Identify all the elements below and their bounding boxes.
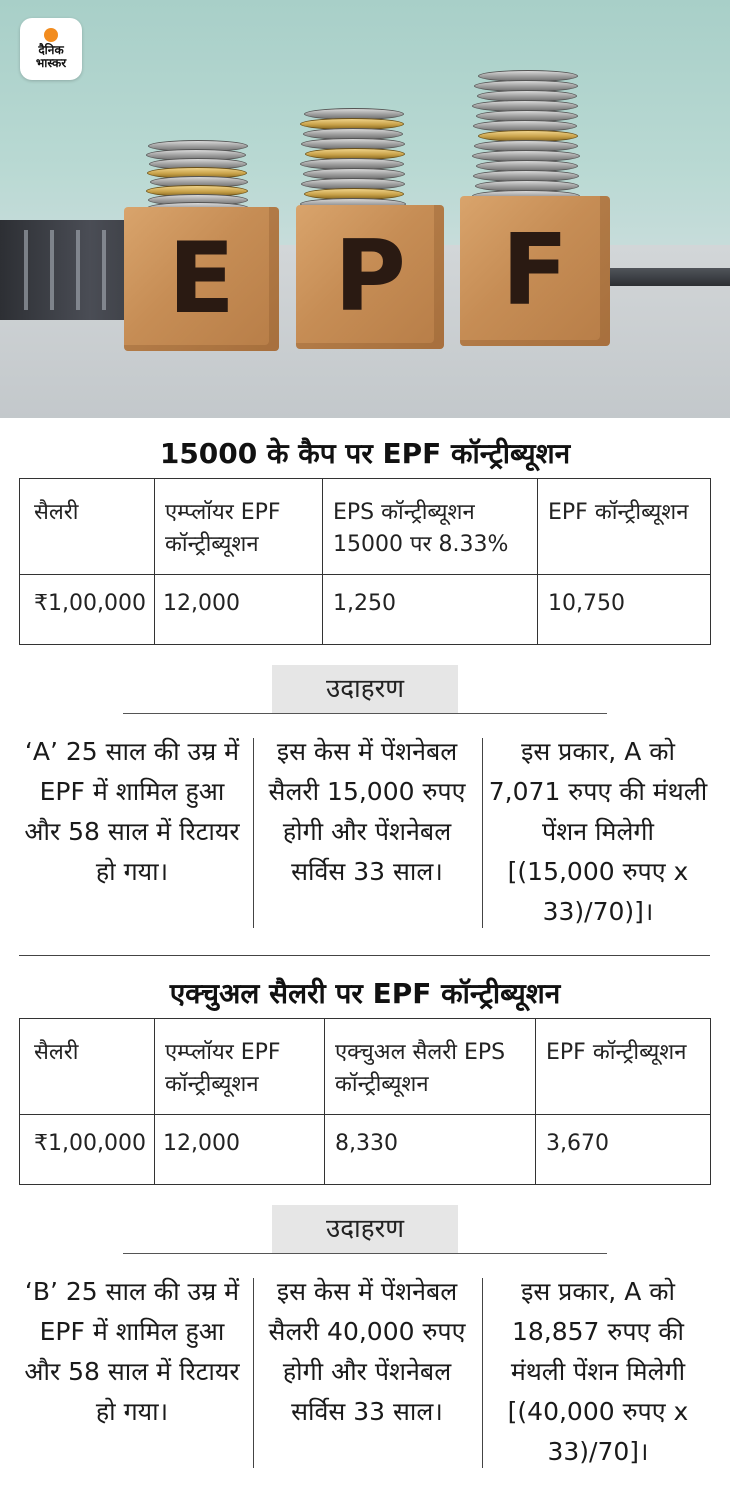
coin-stack-1 <box>146 140 250 212</box>
header-salary: सैलरी <box>20 479 155 575</box>
example-divider <box>253 738 254 928</box>
value-employer-epf: 12,000 <box>155 1115 325 1185</box>
section-divider <box>19 955 710 956</box>
example-label: उदाहरण <box>272 1205 458 1253</box>
pen <box>600 268 730 286</box>
section2-table <box>19 1018 711 1185</box>
example-divider <box>253 1278 254 1468</box>
section1-title: 15000 के कैप पर EPF कॉन्ट्रीब्यूशन <box>159 437 571 470</box>
header-employer-epf: एम्प्लॉयर EPF कॉन्ट्रीब्यूशन <box>155 479 323 575</box>
block-letter-p: P <box>334 220 406 334</box>
block-p <box>296 205 444 349</box>
block-letter-f: F <box>501 214 569 328</box>
example-col-1: ‘A’ 25 साल की उम्र में EPF में शामिल हुआ और 58 साल में रिटायर हो गया। <box>24 737 240 886</box>
example-divider <box>482 1278 483 1468</box>
table-header-row <box>20 1019 711 1115</box>
example-col-3: इस प्रकार, A को 7,071 रुपए की मंथली पेंशन मिलेगी [(15,000 रुपए x 33)/70)]। <box>488 737 708 926</box>
header-epf-contribution: EPF कॉन्ट्रीब्यूशन <box>536 1019 711 1115</box>
example-label: उदाहरण <box>272 665 458 713</box>
value-epf-contribution: 10,750 <box>538 575 711 645</box>
logo-sun-icon <box>44 28 58 42</box>
example-col-3: इस प्रकार, A को 18,857 रुपए की मंथली पेंशन मिलेगी [(40,000 रुपए x 33)/70]। <box>507 1277 689 1466</box>
section1-table <box>19 478 711 645</box>
value-salary: ₹1,00,000 <box>20 1115 155 1185</box>
block-f <box>460 196 610 346</box>
block-e <box>124 207 279 351</box>
example-col-1: ‘B’ 25 साल की उम्र में EPF में शामिल हुआ और 58 साल में रिटायर हो गया। <box>24 1277 240 1426</box>
coin-stack-2 <box>300 108 408 212</box>
header-salary: सैलरी <box>20 1019 155 1115</box>
example-col-2: इस केस में पेंशनेबल सैलरी 40,000 रुपए होगी और पेंशनेबल सर्विस 33 साल। <box>268 1277 466 1426</box>
example-underline <box>123 713 607 714</box>
example-divider <box>482 738 483 928</box>
table-header-row <box>20 479 711 575</box>
epf-photo <box>0 0 730 418</box>
header-eps-contribution: EPS कॉन्ट्रीब्यूशन 15000 पर 8.33% <box>323 479 538 575</box>
block-letter-e: E <box>168 222 235 336</box>
table-row <box>20 575 711 645</box>
section2-title: एक्चुअल सैलरी पर EPF कॉन्ट्रीब्यूशन <box>169 977 561 1010</box>
value-epf-contribution: 3,670 <box>536 1115 711 1185</box>
table-row <box>20 1115 711 1185</box>
header-epf-contribution: EPF कॉन्ट्रीब्यूशन <box>538 479 711 575</box>
coin-stack-3 <box>472 70 584 204</box>
logo-text-line1: दैनिक <box>38 43 64 57</box>
value-salary: ₹1,00,000 <box>20 575 155 645</box>
value-eps-contribution: 1,250 <box>323 575 538 645</box>
dainik-bhaskar-logo <box>20 18 82 80</box>
example-underline <box>123 1253 607 1254</box>
value-eps-contribution: 8,330 <box>325 1115 536 1185</box>
value-employer-epf: 12,000 <box>155 575 323 645</box>
header-actual-eps: एक्चुअल सैलरी EPS कॉन्ट्रीब्यूशन <box>325 1019 536 1115</box>
header-employer-epf: एम्प्लॉयर EPF कॉन्ट्रीब्यूशन <box>155 1019 325 1115</box>
logo-text-line2: भास्कर <box>35 56 67 70</box>
example-col-2: इस केस में पेंशनेबल सैलरी 15,000 रुपए होगी और पेंशनेबल सर्विस 33 साल। <box>268 737 466 886</box>
